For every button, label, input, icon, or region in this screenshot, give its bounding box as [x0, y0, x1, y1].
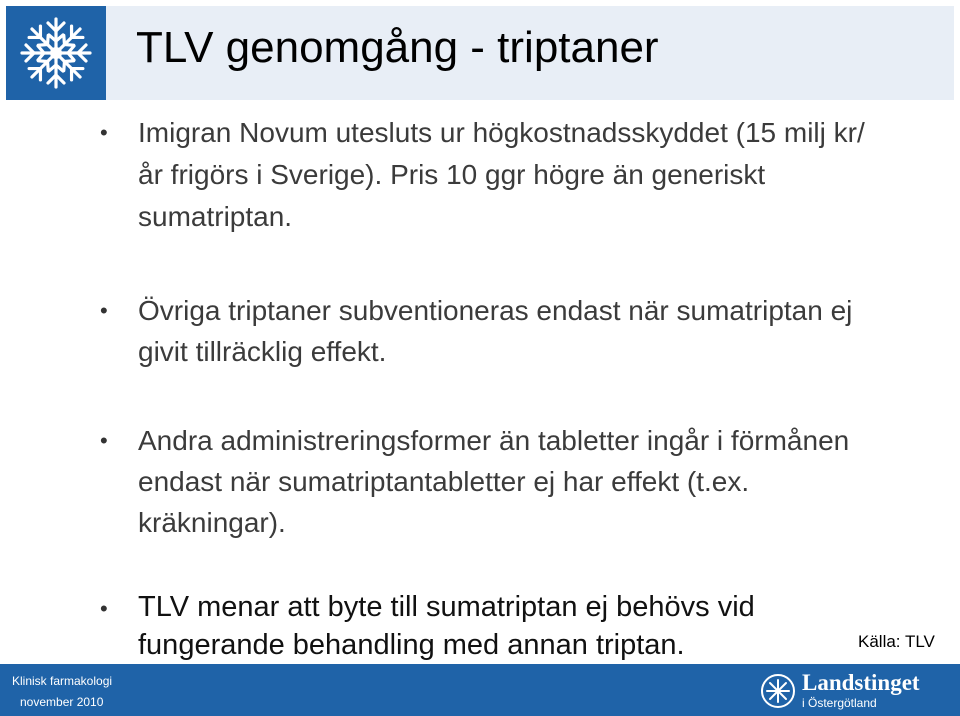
brand-region: i Östergötland	[802, 696, 877, 710]
bullet-text: TLV menar att byte till sumatriptan ej behövs vid fungerande behandling med annan triptan.	[138, 591, 755, 661]
footer-department: Klinisk farmakologi	[12, 674, 113, 688]
brand-name: Landstinget	[802, 670, 920, 695]
bullet-item	[96, 588, 886, 664]
footer-brand	[760, 669, 940, 711]
slide-header	[0, 0, 960, 100]
slide-footer	[0, 664, 960, 716]
bullet-dot-icon: •	[100, 298, 108, 323]
snowflake-crest-icon	[14, 11, 98, 95]
bullet-dot-icon: •	[100, 428, 108, 453]
bullet-dot-icon: •	[100, 596, 108, 621]
bullet-text: Andra administreringsformer än tabletter ingår i förmånen endast när sumatriptantabletter ej har effekt (t.ex. kräkningar).	[138, 425, 850, 538]
bullet-item	[96, 112, 886, 238]
bullet-item	[96, 420, 886, 543]
bullet-item	[96, 290, 886, 372]
source-note: Källa: TLV	[858, 632, 935, 651]
bullet-text: Övriga triptaner subventioneras endast när sumatriptan ej givit tillräcklig effekt.	[138, 295, 853, 367]
slide-title: TLV genomgång - triptaner	[136, 23, 659, 72]
header-logo	[6, 6, 106, 100]
bullet-dot-icon: •	[100, 120, 108, 145]
landstinget-emblem-icon	[760, 673, 796, 709]
bullet-text: Imigran Novum utesluts ur högkostnadsskyddet (15 milj kr/år frigörs i Sverige). Pris 10 ggr högre än generiskt sumatriptan.	[138, 117, 865, 232]
footer-date: november 2010	[20, 695, 104, 709]
